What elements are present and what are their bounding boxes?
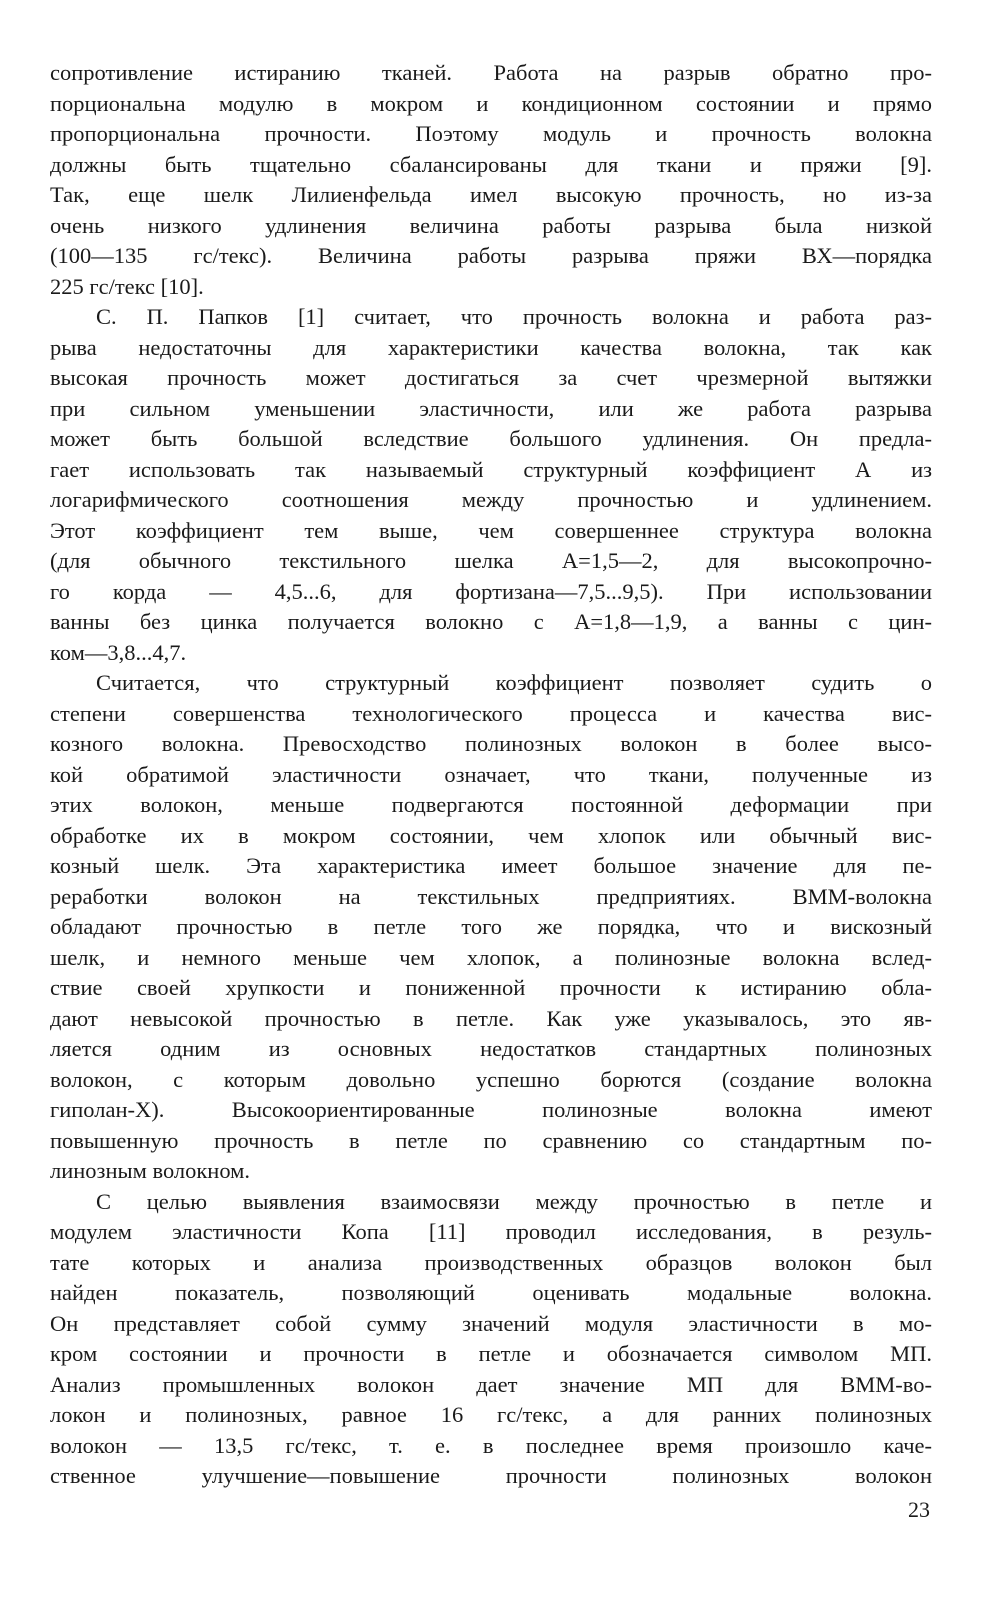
text-line: обработке их в мокром состоянии, чем хлопок или обычный вис- xyxy=(50,822,932,848)
text-line: дают невысокой прочностью в петле. Как уже указывалось, это яв- xyxy=(50,1005,932,1031)
text-line: очень низкого удлинения величина работы разрыва была низкой xyxy=(50,212,932,238)
text-line: кром состоянии и прочности в петле и обозначается символом МП. xyxy=(50,1341,932,1366)
text-line: тате которых и анализа производственных образцов волокон был xyxy=(50,1249,932,1275)
text-line: (100—135 гс/текс). Величина работы разрыва пряжи ВХ—порядка xyxy=(50,243,932,268)
text-line: модулем эластичности Копа [11] проводил исследования, в резуль- xyxy=(50,1219,932,1244)
paragraph xyxy=(50,302,932,668)
text-line: го корда — 4,5...6, для фортизана—7,5...9,5). При использовании xyxy=(50,578,932,604)
text-line: локон и полинозных, равное 16 гс/текс, а для ранних полинозных xyxy=(50,1402,932,1427)
text-line: Считается, что структурный коэффициент позволяет судить о xyxy=(96,670,932,695)
text-line: шелк, и немного меньше чем хлопок, а полинозные волокна вслед- xyxy=(50,944,932,970)
text-line: кой обратимой эластичности означает, что ткани, полученные из xyxy=(50,761,932,787)
text-line: логарифмического соотношения между прочностью и удлинением. xyxy=(50,487,932,512)
text-line: линозным волокном. xyxy=(50,1158,251,1183)
text-line: обладают прочностью в петле того же порядка, что и вискозный xyxy=(50,914,932,939)
page-number: 23 xyxy=(908,1497,930,1522)
text-line: козного волокна. Превосходство полинозных волокон в более высо- xyxy=(50,731,932,756)
text-line: при сильном уменьшении эластичности, или же работа разрыва xyxy=(50,395,932,421)
text-line: 225 гс/текс [10]. xyxy=(50,273,204,299)
document-page xyxy=(50,58,932,1492)
text-line: С целью выявления взаимосвязи между прочностью в петле и xyxy=(96,1188,932,1214)
text-line: С. П. Папков [1] считает, что прочность волокна и работа раз- xyxy=(96,304,932,329)
text-line: пропорциональна прочности. Поэтому модуль и прочность волокна xyxy=(50,121,932,146)
text-line: этих волокон, меньше подвергаются постоянной деформации при xyxy=(50,792,932,817)
text-line: сопротивление истиранию тканей. Работа на разрыв обратно про- xyxy=(50,60,932,85)
text-line: найден показатель, позволяющий оценивать модальные волокна. xyxy=(50,1280,932,1305)
text-line: волокон, с которым довольно успешно борются (создание волокна xyxy=(50,1066,932,1092)
text-line: Анализ промышленных волокон дает значение МП для ВММ-во- xyxy=(50,1371,932,1397)
paragraph xyxy=(50,668,932,1187)
text-line: (для обычного текстильного шелка А=1,5—2, для высокопрочно- xyxy=(50,548,932,573)
text-line: волокон — 13,5 гс/текс, т. е. в последнее время произошло каче- xyxy=(50,1432,932,1458)
text-line: порциональна модулю в мокром и кондиционном состоянии и прямо xyxy=(50,90,932,116)
text-line: может быть большой вследствие большого удлинения. Он предла- xyxy=(50,426,932,451)
text-line: рыва недостаточны для характеристики качества волокна, так как xyxy=(50,334,932,360)
text-line: ствие своей хрупкости и пониженной прочности к истиранию обла- xyxy=(50,975,932,1000)
text-line: гает использовать так называемый структурный коэффициент А из xyxy=(50,456,932,482)
text-line: ственное улучшение—повышение прочности полинозных волокон xyxy=(50,1463,932,1488)
text-line: Этот коэффициент тем выше, чем совершеннее структура волокна xyxy=(50,517,932,543)
text-line: ком—3,8...4,7. xyxy=(50,639,187,665)
text-line: повышенную прочность в петле по сравнению со стандартным по- xyxy=(50,1127,932,1153)
text-line: должны быть тщательно сбалансированы для ткани и пряжи [9]. xyxy=(50,151,932,177)
text-line: реработки волокон на текстильных предприятиях. ВММ-волокна xyxy=(50,883,932,909)
text-line: козный шелк. Эта характеристика имеет большое значение для пе- xyxy=(50,853,932,878)
text-line: Так, еще шелк Лилиенфельда имел высокую прочность, но из-за xyxy=(50,182,932,207)
text-line: гиполан-Х). Высокоориентированные полинозные волокна имеют xyxy=(50,1097,932,1122)
text-line: ляется одним из основных недостатков стандартных полинозных xyxy=(50,1036,932,1061)
text-line: высокая прочность может достигаться за счет чрезмерной вытяжки xyxy=(50,365,932,390)
text-line: Он представляет собой сумму значений модуля эластичности в мо- xyxy=(50,1310,932,1336)
text-line: степени совершенства технологического процесса и качества вис- xyxy=(50,700,932,726)
text-line: ванны без цинка получается волокно с А=1,8—1,9, а ванны с цин- xyxy=(50,609,932,634)
paragraph xyxy=(50,1187,932,1492)
paragraph xyxy=(50,58,932,302)
